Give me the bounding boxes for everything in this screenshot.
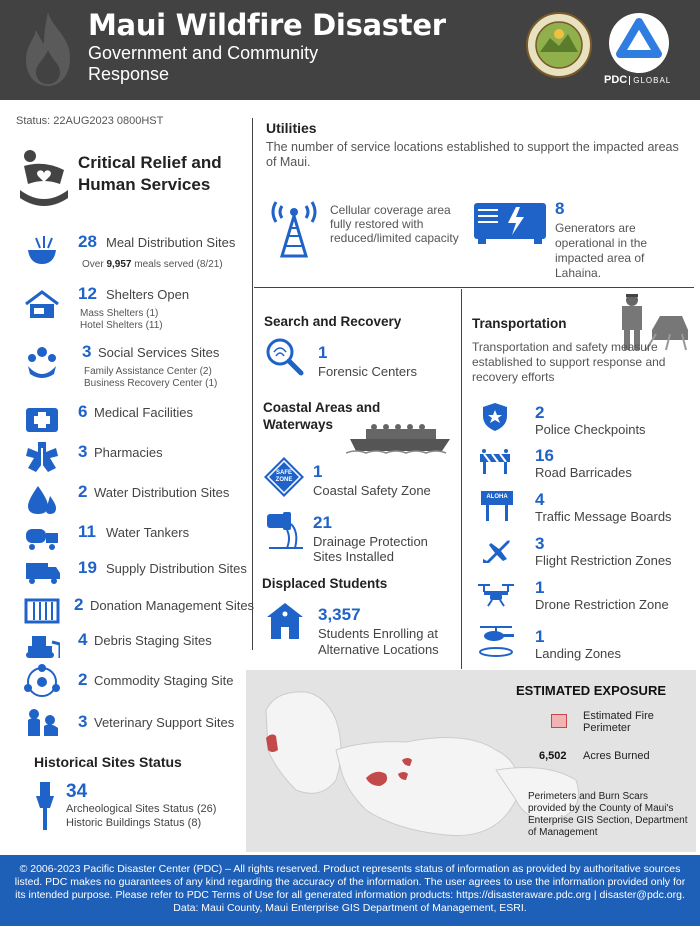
relief-count: 12 (78, 284, 97, 303)
drainage-label: Drainage Protection Sites Installed (313, 534, 428, 564)
airplane-icon (481, 537, 513, 567)
relief-sub-line: Mass Shelters (1) (80, 308, 159, 319)
generator-text: Generators are operational in the impacted area of Lahaina. (555, 221, 648, 280)
page-title: Maui Wildfire Disaster (88, 8, 446, 42)
relief-label: Water Tankers (106, 525, 190, 540)
divider (461, 289, 462, 669)
drone-icon (476, 582, 516, 608)
page-subtitle: Government and Community Response (88, 43, 319, 84)
transport-count: 4 (535, 490, 545, 509)
historical-buildings: Historic Buildings Status (8) (66, 817, 202, 829)
header (0, 0, 700, 100)
relief-label: Social Services Sites (98, 345, 220, 360)
transport-count: 2 (535, 403, 545, 422)
relief-title: Critical Relief and Human Services (78, 153, 222, 194)
forensic-count: 1 (318, 343, 328, 362)
safe-zone-sign-text: SAFE ZONE (275, 470, 293, 483)
divider (254, 287, 694, 288)
map-credit: Perimeters and Burn Scars provided by the County of Maui's Enterprise GIS Section, Department of Management (528, 791, 688, 838)
status-date: Status: 22AUG2023 0800HST (16, 115, 164, 127)
flame-icon (22, 10, 74, 88)
magnifier-fingerprint-icon (264, 336, 304, 376)
transport-count: 16 (535, 446, 554, 465)
bulldozer-icon (24, 628, 60, 662)
pharmacy-icon (24, 440, 60, 474)
coastal-title: Coastal Areas and Waterways (263, 400, 381, 432)
students-count: 3,357 (318, 605, 361, 624)
social-services-icon (24, 344, 60, 378)
relief-count: 28 (78, 232, 97, 251)
cellular-coverage-text: Cellular coverage area fully restored with reduced/limited capacity (330, 203, 459, 245)
relief-label: Meal Distribution Sites (106, 235, 236, 250)
relief-count: 4 (78, 630, 88, 649)
water-tanker-icon (24, 521, 60, 555)
relief-label: Pharmacies (94, 445, 163, 460)
transportation-description: Transportation and safety measure established to support response and recovery efforts (472, 340, 666, 384)
students-label: Students Enrolling at Alternative Locations (318, 626, 439, 657)
relief-label: Veterinary Support Sites (94, 715, 235, 730)
relief-count: 11 (78, 522, 96, 541)
relief-sub-line: Business Recovery Center (1) (84, 378, 218, 389)
pdc-brand-label: PDC GLOBAL (604, 74, 672, 86)
relief-label: Debris Staging Sites (94, 633, 212, 648)
commodity-network-icon (24, 664, 60, 698)
coastal-safety-label: Coastal Safety Zone (313, 483, 431, 498)
shelter-icon (24, 288, 60, 322)
footer-disclaimer: © 2006-2023 Pacific Disaster Center (PDC) – All rights reserved. Product represents status of information as provided by authoritative sources listed. PDC makes no guarantees of any kind regarding the accuracy of the information. The user agrees to use the information provided only for its intended purpose. Please refer to PDC Terms of Use for all generated information products: https://disasteraware.pdc.org | disaster@pdc.org. Data: Maui County, Maui Enterprise GIS Department of Management, ESRI. (0, 855, 700, 926)
water-drop-icon (24, 482, 60, 516)
relief-label: Water Distribution Sites (94, 485, 230, 500)
relief-sub-line: Family Assistance Center (2) (84, 366, 212, 377)
relief-count: 3 (78, 712, 88, 731)
historic-monument-icon (34, 780, 56, 832)
transportation-title: Transportation (472, 316, 567, 331)
relief-count: 6 (78, 402, 88, 421)
acres-burned-count: 6,502 (539, 750, 567, 762)
cell-tower-icon (268, 192, 320, 258)
transport-count: 3 (535, 534, 545, 553)
relief-count: 19 (78, 558, 97, 577)
divider (252, 118, 253, 650)
meal-bowl-icon (24, 234, 60, 268)
relief-count: 3 (82, 342, 92, 361)
helicopter-landing-icon (476, 624, 516, 658)
medical-kit-icon (24, 402, 60, 436)
supply-truck-icon (24, 557, 60, 591)
generator-count: 8 (555, 199, 565, 218)
pets-icon (24, 706, 60, 740)
transport-label: Police Checkpoints (535, 422, 646, 437)
relief-label: Commodity Staging Site (94, 673, 234, 688)
forensic-label: Forensic Centers (318, 364, 417, 379)
road-barricade-icon (478, 448, 512, 476)
message-board-text: ALOHA (486, 494, 508, 500)
transport-count: 1 (535, 578, 545, 597)
relief-count: 3 (78, 442, 88, 461)
helping-hands-heart-icon (16, 148, 72, 210)
transport-label: Flight Restriction Zones (535, 553, 672, 568)
transport-count: 1 (535, 627, 545, 646)
generator-icon (472, 197, 548, 245)
transport-label: Landing Zones (535, 646, 622, 661)
utilities-title: Utilities (266, 120, 317, 136)
transport-label: Drone Restriction Zone (535, 597, 669, 612)
fire-perimeter-legend-label: Estimated Fire Perimeter (583, 710, 654, 734)
relief-sub-line: Over 9,957 meals served (8/21) (82, 259, 223, 270)
fire-perimeter-legend-swatch (551, 714, 567, 728)
police-badge-icon (482, 402, 508, 432)
boat-icon (346, 421, 454, 455)
pdc-logo-icon (608, 12, 670, 74)
relief-count: 2 (74, 595, 84, 614)
search-recovery-title: Search and Recovery (264, 314, 402, 329)
relief-label: Shelters Open (106, 287, 190, 302)
drainage-pipe-icon (265, 510, 305, 550)
acres-burned-label: Acres Burned (583, 750, 650, 762)
school-icon (265, 601, 305, 641)
relief-sub-line: Hotel Shelters (11) (80, 320, 163, 331)
students-title: Displaced Students (262, 576, 388, 591)
drainage-count: 21 (313, 513, 332, 532)
county-seal-logo (526, 12, 592, 78)
utilities-description: The number of service locations established to support the impacted areas of Maui. (266, 140, 679, 169)
relief-count: 2 (78, 670, 88, 689)
historical-title: Historical Sites Status (34, 754, 182, 770)
coastal-safety-count: 1 (313, 462, 323, 481)
historical-count: 34 (66, 781, 88, 802)
transport-label: Traffic Message Boards (535, 509, 672, 524)
exposure-title: ESTIMATED EXPOSURE (516, 683, 667, 698)
transport-label: Road Barricades (535, 465, 632, 480)
relief-label: Supply Distribution Sites (106, 561, 247, 576)
historical-archeological: Archeological Sites Status (26) (66, 803, 217, 815)
relief-label: Donation Management Sites (90, 598, 255, 613)
relief-label: Medical Facilities (94, 405, 193, 420)
container-icon (24, 594, 60, 628)
relief-count: 2 (78, 482, 88, 501)
